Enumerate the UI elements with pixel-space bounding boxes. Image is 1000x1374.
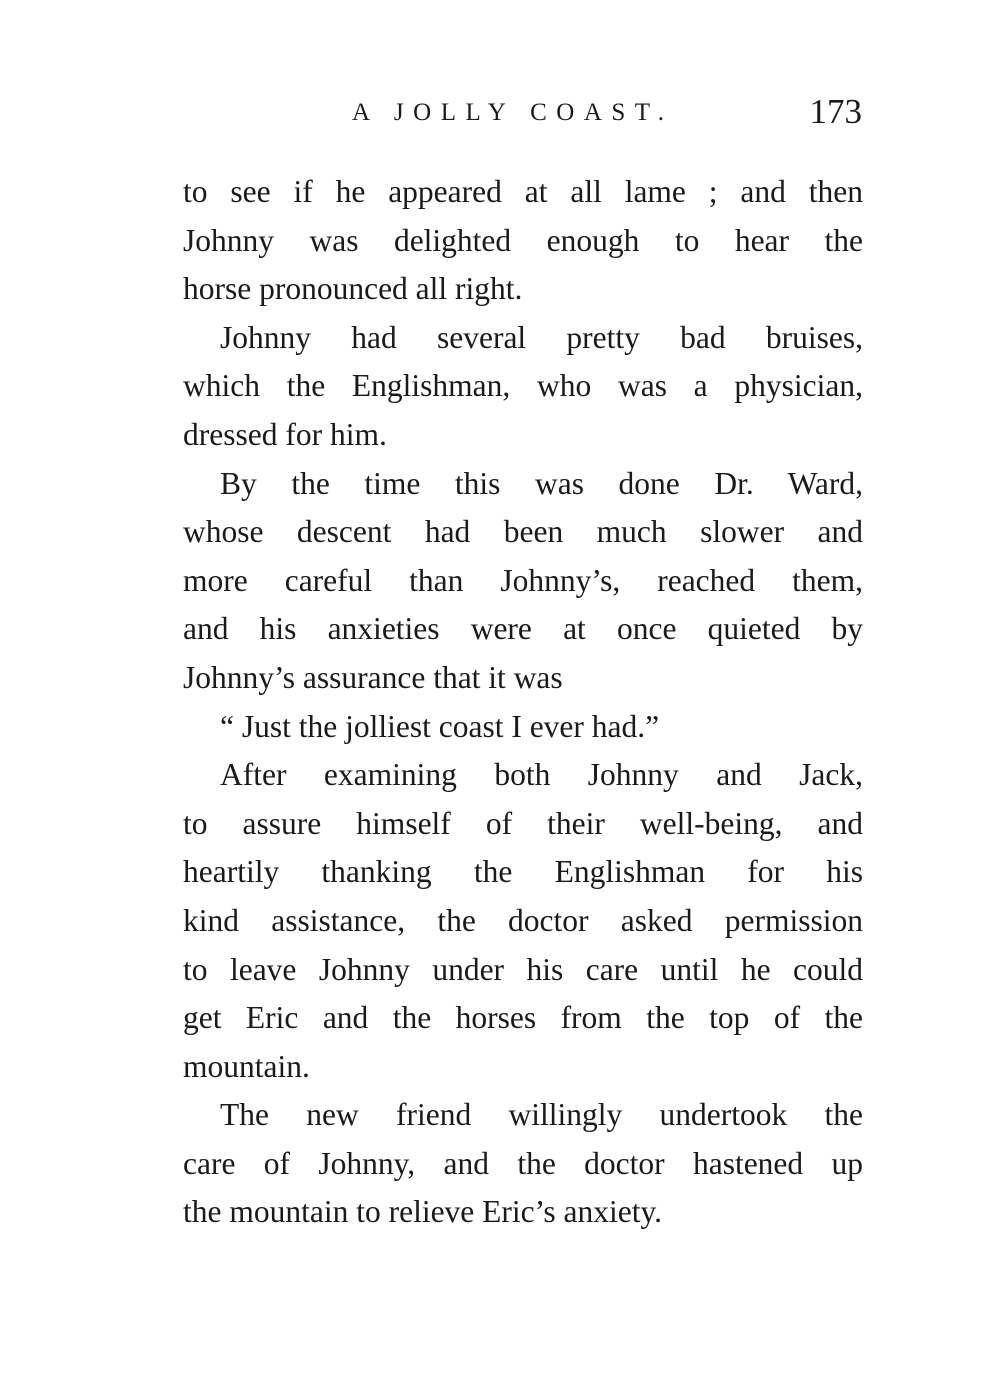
text-line: After examining both Johnny and Jack, (220, 757, 863, 793)
text-line: horse pronounced all right. (183, 271, 523, 307)
text-line: kind assistance, the doctor asked permission (183, 902, 863, 938)
paragraph (183, 314, 863, 460)
text-line: care of Johnny, and the doctor hastened up (183, 1145, 863, 1181)
text-line: to assure himself of their well-being, and (183, 805, 863, 841)
body-text (183, 168, 863, 1237)
text-line: more careful than Johnny’s, reached them, (183, 562, 863, 598)
paragraph (183, 460, 863, 703)
text-line: “ Just the jolliest coast I ever had.” (220, 708, 660, 744)
paragraph (183, 751, 863, 1091)
paragraph (183, 1091, 863, 1237)
text-line: get Eric and the horses from the top of the (183, 1000, 863, 1036)
text-line: Johnny’s assurance that it was (183, 659, 563, 695)
text-line: The new friend willingly undertook the (220, 1097, 863, 1133)
text-line: dressed for him. (183, 416, 387, 452)
text-line: Johnny had several pretty bad bruises, (220, 319, 863, 355)
text-line: whose descent had been much slower and (183, 514, 863, 550)
text-line: By the time this was done Dr. Ward, (220, 465, 863, 501)
text-line: and his anxieties were at once quieted by (183, 611, 863, 647)
text-line: which the Englishman, who was a physician, (183, 368, 863, 404)
running-title: A JOLLY COAST. (352, 99, 674, 126)
running-head (0, 92, 1000, 136)
text-line: to see if he appeared at all lame ; and then (183, 174, 863, 209)
quotation (183, 703, 863, 752)
text-line: the mountain to relieve Eric’s anxiety. (183, 1194, 663, 1230)
text-line: heartily thanking the Englishman for his (183, 854, 863, 890)
text-line: Johnny was delighted enough to hear the (183, 222, 863, 258)
page-number: 173 (809, 92, 862, 131)
text-line: mountain. (183, 1048, 310, 1084)
paragraph (183, 168, 863, 314)
text-line: to leave Johnny under his care until he could (183, 951, 863, 987)
